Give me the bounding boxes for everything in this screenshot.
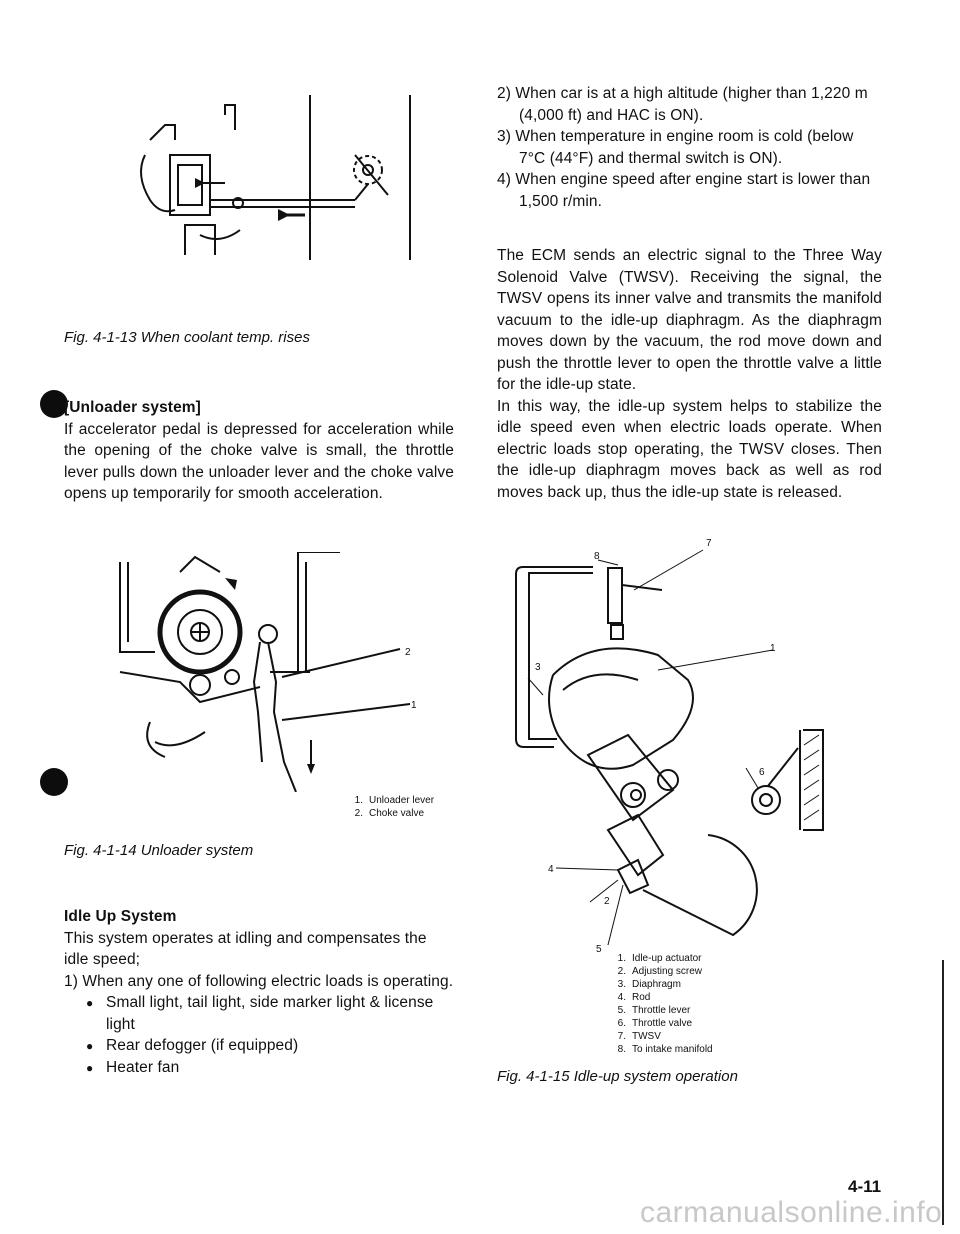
legend-row: 1. Idle-up actuator xyxy=(617,953,702,964)
idle-up-conditions xyxy=(497,83,882,212)
list-item: ● Rear defogger (if equipped) xyxy=(86,1035,454,1057)
condition-2: 2) When car is at a high altitude (higher than 1,220 m (4,000 ft) and HAC is ON). xyxy=(497,85,868,124)
fig-15-callout-5: 5 xyxy=(596,944,602,955)
fig-14-callout-1: 1 xyxy=(411,700,417,711)
idle-up-body: The ECM sends an electric signal to the Three Way Solenoid Valve (TWSV). Receiving the signal, the TWSV opens its inner valve and transmits the manifold vacuum to the idle-up diaphragm. As the diaphragm moves down by the vacuum, the rod move down and push the throttle lever to open the throttle valve a little for the idle-up state. In this way, the idle-up system helps to stabilize the idle speed even when electric loads operate. When electric loads stop operating, the TWSV closes. Then the idle-up diaphragm moves back as well as rod moves back up, thus the idle-up state is released. xyxy=(497,247,882,501)
legend-row: 2. Choke valve xyxy=(354,808,425,819)
condition-4: 4) When engine speed after engine start is lower than 1,500 r/min. xyxy=(497,171,871,210)
electric-load-list xyxy=(86,992,454,1078)
fig-13-drawing xyxy=(130,95,430,270)
fig-13-caption: Fig. 4-1-13 When coolant temp. rises xyxy=(64,329,310,346)
legend-row: 1. Unloader lever xyxy=(354,795,435,806)
condition-3: 3) When temperature in engine room is cold (below 7°C (44°F) and thermal switch is ON). xyxy=(497,128,854,167)
fig-14-caption: Fig. 4-1-14 Unloader system xyxy=(64,842,254,859)
unloader-section xyxy=(64,397,454,505)
unloader-heading: [Unloader system] xyxy=(64,399,201,416)
fig-15-legend xyxy=(610,952,713,1056)
watermark: carmanualsonline.info xyxy=(640,1196,943,1229)
fig-15-callout-4: 4 xyxy=(548,864,554,875)
fig-15-caption: Fig. 4-1-15 Idle-up system operation xyxy=(497,1068,738,1085)
legend-row: 4. Rod xyxy=(617,992,651,1003)
fig-15-callout-3: 3 xyxy=(535,662,541,673)
legend-row: 6. Throttle valve xyxy=(617,1018,693,1029)
fig-14-callout-2: 2 xyxy=(405,647,411,658)
fig-15-callout-2: 2 xyxy=(604,896,610,907)
page-edge-line xyxy=(942,960,944,1225)
fig-14-drawing xyxy=(110,552,420,792)
fig-15-callout-7: 7 xyxy=(706,538,712,549)
legend-row: 5. Throttle lever xyxy=(617,1005,691,1016)
fig-14-legend xyxy=(347,794,434,820)
list-item: ● Heater fan xyxy=(86,1057,454,1079)
fig-15-callout-1: 1 xyxy=(770,643,776,654)
fig-15-callout-8: 8 xyxy=(594,551,600,562)
idle-up-intro: This system operates at idling and compensates the idle speed; xyxy=(64,929,427,968)
idle-up-heading: Idle Up System xyxy=(64,908,177,925)
fig-15-drawing xyxy=(508,540,858,950)
condition-1: 1) When any one of following electric loads is operating. xyxy=(64,972,454,990)
legend-row: 7. TWSV xyxy=(617,1031,661,1042)
punch-hole-bottom xyxy=(40,768,68,796)
page-number: 4-11 xyxy=(848,1177,882,1196)
legend-row: 8. To intake manifold xyxy=(617,1044,713,1055)
idle-up-section xyxy=(64,906,454,1078)
unloader-body: If accelerator pedal is depressed for acceleration while the opening of the choke valve is small, the throttle lever pulls down the unloader lever and the choke valve opens up temporarily for smooth acceleration. xyxy=(64,420,454,502)
list-item: ● Small light, tail light, side marker light & license light xyxy=(86,992,454,1035)
legend-row: 3. Diaphragm xyxy=(617,979,681,990)
fig-15-callout-6: 6 xyxy=(759,767,765,778)
legend-row: 2. Adjusting screw xyxy=(617,966,703,977)
